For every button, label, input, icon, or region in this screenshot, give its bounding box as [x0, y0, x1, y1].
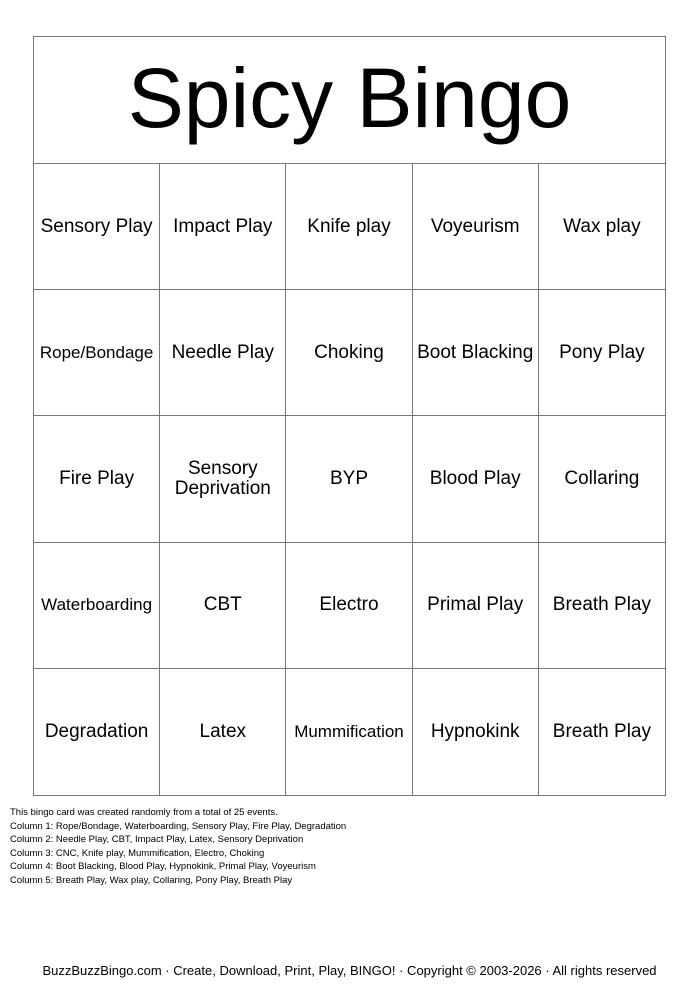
- bingo-cell: Choking: [286, 290, 412, 416]
- bingo-grid: [34, 164, 665, 795]
- notes-column-2: Column 2: Needle Play, CBT, Impact Play, Latex, Sensory Deprivation: [10, 834, 304, 845]
- bingo-cell: Needle Play: [160, 290, 286, 416]
- bingo-cell: Knife play: [286, 164, 412, 290]
- bingo-cell: Fire Play: [34, 416, 160, 542]
- notes-intro: This bingo card was created randomly from a total of 25 events.: [10, 807, 278, 818]
- bingo-cell: Voyeurism: [413, 164, 539, 290]
- bingo-cell: BYP: [286, 416, 412, 542]
- bingo-cell: Sensory Deprivation: [160, 416, 286, 542]
- title-cell: [34, 37, 665, 164]
- bingo-cell: Waterboarding: [34, 543, 160, 669]
- notes-column-5: Column 5: Breath Play, Wax play, Collaring, Pony Play, Breath Play: [10, 874, 293, 886]
- bingo-cell: Impact Play: [160, 164, 286, 290]
- bingo-cell: Mummification: [286, 669, 412, 795]
- bingo-cell: Breath Play: [552, 720, 651, 742]
- bingo-cell: Sensory Play: [34, 164, 160, 290]
- bingo-cell: Hypnokink: [413, 669, 539, 795]
- notes-column-3: Column 3: CNC, Knife play, Mummification, Electro, Choking: [10, 847, 265, 859]
- bingo-cell: Blood Play: [413, 416, 539, 542]
- notes-column-4: Column 4: Boot Blacking, Blood Play, Hypnokink, Primal Play, Voyeurism: [10, 861, 316, 872]
- bingo-cell: Primal Play: [413, 543, 539, 669]
- bingo-cell: Pony Play: [539, 290, 665, 416]
- bingo-cell: Collaring: [539, 416, 665, 542]
- bingo-cell: CBT: [160, 543, 286, 669]
- footer-copyright: BuzzBuzzBingo.com · Create, Download, Print, Play, BINGO! · Copyright © 2003-2026 · All rights reserved: [42, 963, 657, 978]
- card-notes: [10, 806, 346, 887]
- bingo-cell: Wax play: [539, 164, 665, 290]
- bingo-cell: Latex: [160, 669, 286, 795]
- bingo-cell: Electro: [286, 543, 412, 669]
- bingo-cell: Breath Play: [539, 543, 665, 669]
- bingo-card: [33, 36, 666, 796]
- bingo-cell: Rope/Bondage: [34, 290, 160, 416]
- bingo-cell: Boot Blacking: [413, 290, 539, 416]
- notes-column-1: Column 1: Rope/Bondage, Waterboarding, Sensory Play, Fire Play, Degradation: [10, 820, 347, 832]
- card-title: Spicy Bingo: [127, 51, 572, 145]
- bingo-cell: Degradation: [34, 669, 160, 795]
